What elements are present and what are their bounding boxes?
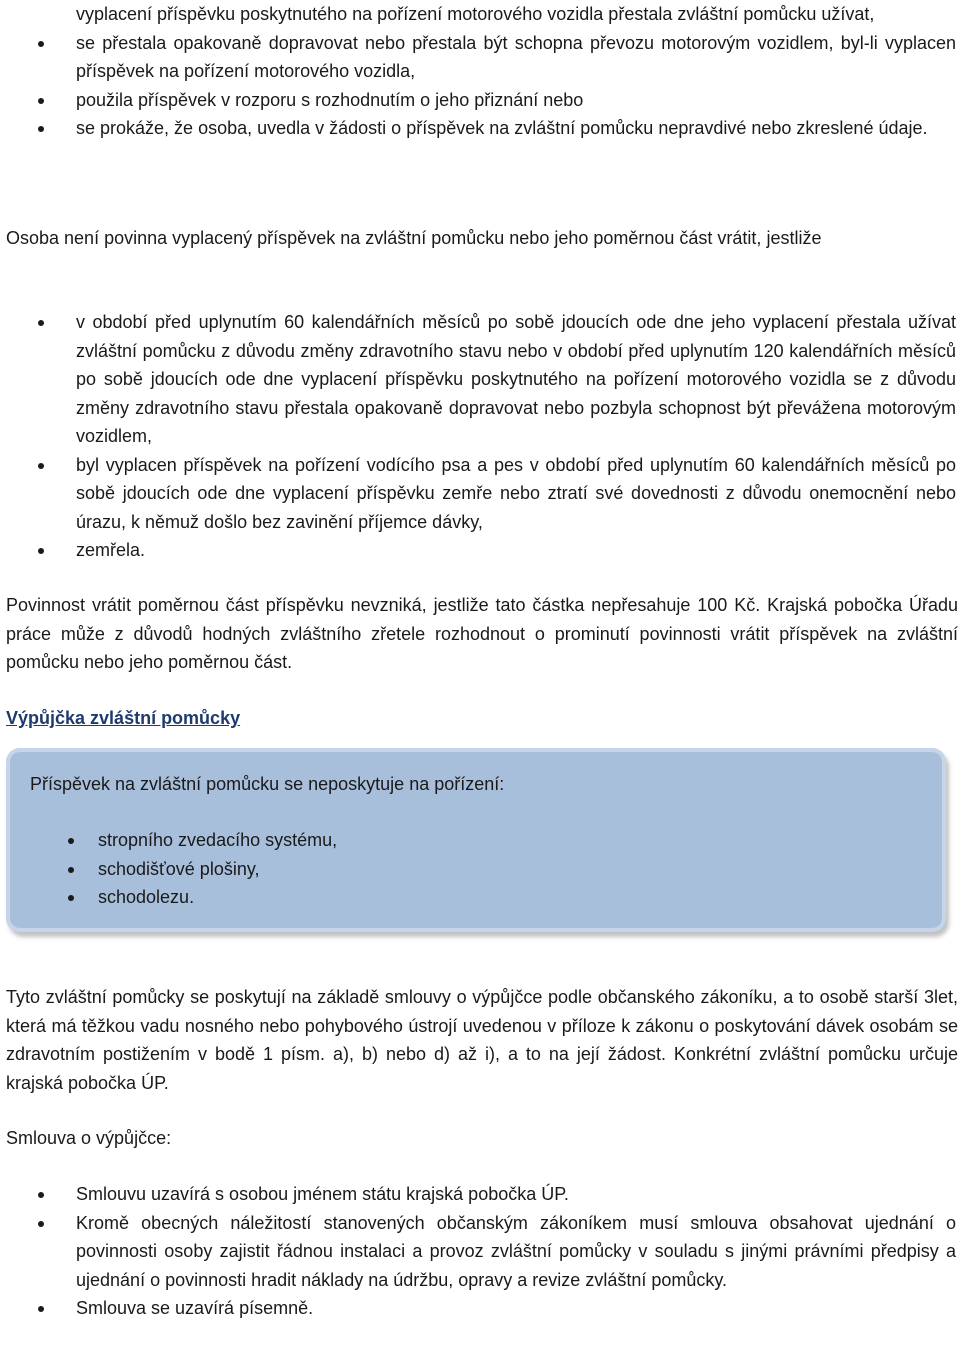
list-item: v období před uplynutím 60 kalendářních měsíců po sobě jdoucích ode dne jeho vyplacení přestala užívat zvláštní pomůcku z důvodu změny zdravotního stavu nebo v období před uplynutím 120 kalendářních měsíců po sobě jdoucích ode dne vyplacení příspěvku poskytnutého na pořízení motorového vozidla se z důvodu změny zdravotního stavu přestala opakovaně dopravovat nebo pozbyla schopnost být převážena motorovým vozidlem,	[0, 308, 960, 451]
paragraph-povinnost: Povinnost vrátit poměrnou část příspěvku nevzniká, jestliže tato částka nepřesahuje 100 Kč. Krajská pobočka Úřadu práce může z důvodů hodných zvláštního zřetele rozhodnout o prominutí povinnosti vrátit příspěvek na zvláštní pomůcku nebo jeho poměrnou část.	[6, 595, 958, 672]
list-item: zemřela.	[0, 536, 960, 565]
list-item: použila příspěvek v rozporu s rozhodnutím o jeho přiznání nebo	[0, 86, 960, 115]
bullet-icon	[38, 320, 44, 326]
obligation-list	[0, 0, 960, 143]
list-item: Smlouva se uzavírá písemně.	[0, 1294, 960, 1323]
bullet-icon	[38, 548, 44, 554]
section-heading: Výpůjčka zvláštní pomůcky	[6, 708, 241, 728]
list-item: se přestala opakovaně dopravovat nebo přestala být schopna převozu motorovým vozidlem, byl-li vyplacen příspěvek na pořízení motorového vozidla,	[0, 29, 960, 86]
info-box	[6, 748, 946, 932]
bullet-icon	[38, 98, 44, 104]
bullet-icon	[38, 1221, 44, 1227]
bullet-icon	[38, 1306, 44, 1312]
bullet-icon	[68, 838, 74, 844]
list-item: Kromě obecných náležitostí stanovených občanským zákoníkem musí smlouva obsahovat ujednání o povinnosti osoby zajistit řádnou instalaci a provoz zvláštní pomůcky v souladu s jinými právními předpisy a ujednání o povinnosti hradit náklady na údržbu, opravy a revize zvláštní pomůcky.	[0, 1209, 960, 1295]
paragraph-osoba: Osoba není povinna vyplacený příspěvek na zvláštní pomůcku nebo jeho poměrnou část vrátit, jestliže	[6, 228, 822, 248]
exemption-list	[0, 308, 960, 565]
bullet-icon	[68, 867, 74, 873]
info-box-list	[6, 826, 926, 912]
list-item: schodolezu.	[6, 883, 926, 912]
list-item: Smlouvu uzavírá s osobou jménem státu krajská pobočka ÚP.	[0, 1180, 960, 1209]
bullet-icon	[68, 895, 74, 901]
paragraph-tyto: Tyto zvláštní pomůcky se poskytují na základě smlouvy o výpůjčce podle občanského zákoníku, a to osobě starší 3let, která má těžkou vadu nosného nebo pohybového ústrojí uvedenou v příloze k zákonu o poskytování dávek osobám se zdravotním postižením v bodě 1 písm. a), b) nebo d) až i), a to na její žádost. Konkrétní zvláštní pomůcku určuje krajská pobočka ÚP.	[6, 987, 958, 1093]
list-item: byl vyplacen příspěvek na pořízení vodícího psa a pes v období před uplynutím 60 kalendářních měsíců po sobě jdoucích ode dne vyplacení příspěvku zemře nebo ztratí své dovednosti z důvodu onemocnění nebo úrazu, k němuž došlo bez zavinění příjemce dávky,	[0, 451, 960, 537]
bullet-icon	[38, 41, 44, 47]
info-box-intro: Příspěvek na zvláštní pomůcku se neposkytuje na pořízení:	[30, 774, 505, 794]
contract-list	[0, 1180, 960, 1323]
list-item: stropního zvedacího systému,	[6, 826, 926, 855]
bullet-icon	[38, 126, 44, 132]
list-item: schodišťové plošiny,	[6, 855, 926, 884]
list-item: vyplacení příspěvku poskytnutého na pořízení motorového vozidla přestala zvláštní pomůcku užívat,	[76, 4, 875, 24]
list-item: se prokáže, že osoba, uvedla v žádosti o příspěvek na zvláštní pomůcku nepravdivé nebo zkreslené údaje.	[0, 114, 960, 143]
paragraph-smlouva-label: Smlouva o výpůjčce:	[6, 1128, 172, 1148]
bullet-icon	[38, 1192, 44, 1198]
bullet-icon	[38, 463, 44, 469]
